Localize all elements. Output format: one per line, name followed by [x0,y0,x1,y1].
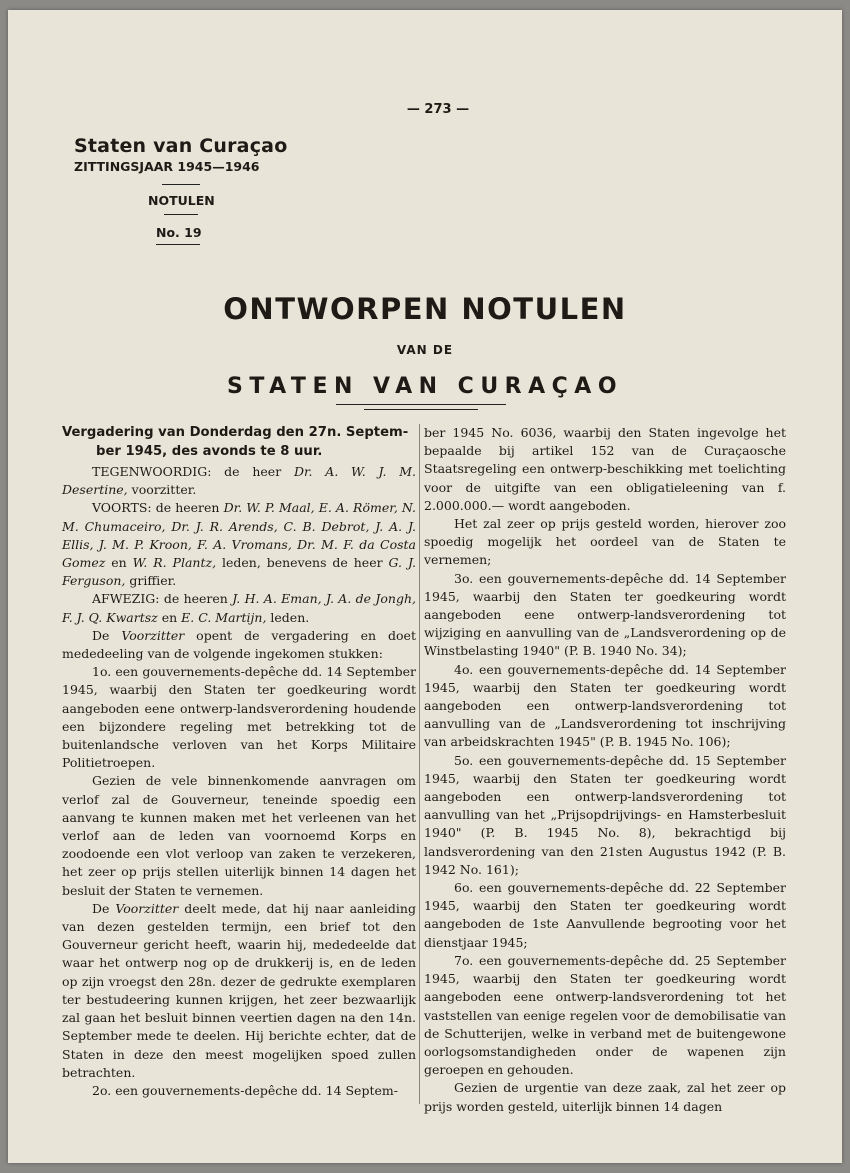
masthead-section: NOTULEN [148,193,215,208]
item-2-continued: ber 1945 No. 6036, waarbij den Staten ingevolge het bepaalde bij artikel 152 van de Curaçaosche Staatsregeling een ontwerp-beschikking met toelichting voor de uitgifte van een obligatieleening van f. 2.000.000.— wordt aangeboden. [424,425,786,513]
paragraph-prijs: Het zal zeer op prijs gesteld worden, hierover zoo spoedig mogelijk het oordeel van de Staten te vernemen; [424,516,786,568]
masthead-divider [156,244,200,245]
absent-names: J. H. A. Eman, J. A. de Jongh, F. J. Q. Kwartsz [62,591,417,625]
also-label: VOORTS: [92,500,152,516]
document-subtitle: STATEN VAN CURAÇAO [226,374,624,399]
present-paragraph [62,463,416,499]
masthead-title: Staten van Curaçao [74,135,288,157]
present-role: voorzitter. [127,482,197,498]
absent-name: E. C. Martijn, [181,609,267,625]
item-3: 3o. een gouvernements-depêche dd. 14 September 1945, waarbij den Staten ter goedkeuring wordt aangeboden eene ontwerp-landsverordening tot wijziging en aanvulling van de „Landsverordening op de Winstbelasting 1940" (P. B. 1940 No. 34); [424,570,786,659]
paragraph-voorzitter [62,900,416,1082]
absent-text: leden. [266,609,310,625]
column-divider [419,424,420,1104]
item-1: 1o. een gouvernements-depêche dd. 14 September 1945, waarbij den Staten ter goedkeuring wordt aangeboden eene ontwerp-landsverordening houdende een bijzondere regeling met betrekking tot de buitenlandsche verloven van het Korps Militaire Politietroepen. [62,664,416,771]
clerk-role: griffier. [125,573,177,589]
page-number: — 273 — [406,102,470,117]
masthead-divider [164,214,198,215]
absent-text: en [157,609,182,625]
opening-text: De [92,627,122,643]
also-text: de heeren [151,500,224,516]
opening-text: opent de vergadering en doet mededeeling van de volgende ingekomen stukken: [62,627,416,662]
absent-paragraph [62,590,416,626]
right-column [424,424,786,1116]
document-title: ONTWORPEN NOTULEN [223,292,627,326]
meeting-heading-line1: Vergadering van Donderdag den 27n. Septem- [62,425,409,440]
meeting-heading [62,424,416,461]
chairman-ref: Voorzitter [115,900,179,916]
clerk-name: G. J. Ferguson, [62,555,416,589]
item-6: 6o. een gouvernements-depêche dd. 22 September 1945, waarbij den Staten ter goedkeuring wordt aangeboden de 1ste Aanvullende begrooting voor het dienstjaar 1945; [424,880,786,950]
present-text: de heer [211,464,294,479]
present-label: TEGENWOORDIG: [92,464,212,479]
chairman-name: Dr. A. W. J. M. Desertine, [62,464,417,498]
paragraph-text: deelt mede, dat hij naar aanleiding van dezen gestelden termijn, een brief tot den Gouverneur gericht heeft, waarin hij, mededeelde dat waar het ontwerp nog op de drukkerij is, en de leden op zijn vroegst den 28n. dezer de gedrukte exemplaren ter bestudeering kunnen krijgen, het zeer bezwaarlijk zal gaan het besluit binnen veertien dagen na den 14n. September mede te deelen. Hij berichte echter, dat de Staten in deze den meest mogelijken spoed zullen betrachten. [62,900,416,1080]
masthead-number: No. 19 [156,225,202,240]
item-4: 4o. een gouvernements-depêche dd. 14 September 1945, waarbij den Staten ter goedkeuring wordt aangeboden een ontwerp-landsverordening tot aanvulling van de „Landsverordening tot inschrijving van arbeidskrachten 1945" (P. B. 1945 No. 106); [424,661,786,750]
masthead-divider [162,184,200,185]
document-page [8,10,842,1163]
absent-label: AFWEZIG: [92,591,160,607]
opening-paragraph [62,627,416,663]
masthead [74,135,344,245]
title-connector: VAN DE [396,343,454,357]
paragraph-urgentie: Gezien de urgentie van deze zaak, zal het zeer op prijs worden gesteld, uiterlijk binnen 14 dagen [424,1080,786,1114]
subtitle-underline [364,409,478,410]
paragraph-text: De [92,900,116,916]
absent-text: de heeren [159,591,233,607]
member-names: Dr. W. P. Maal, E. A. Römer, N. M. Chumaceiro, Dr. J. R. Arends, C. B. Debrot, J. A. J. Ellis, J. M. P. Kroon, F. A. Vromans, Dr. M. F. da Costa Gomez [62,500,416,571]
left-column [62,424,416,1100]
also-text: en [105,555,133,571]
item-2: 2o. een gouvernements-depêche dd. 14 Septem- [92,1082,398,1098]
member-name: W. R. Plantz, [132,555,217,571]
also-present-paragraph [62,499,416,590]
chairman-ref: Voorzitter [121,627,185,643]
subtitle-underline [336,404,506,405]
paragraph-gezien: Gezien de vele binnenkomende aanvragen om verlof zal de Gouverneur, teneinde spoedig een aanvang te kunnen maken met het verleenen van het verlof aan de leden van voornoemd Korps en zoodoende een vlot verloop van zaken te verzekeren, het zeer op prijs stellen uiterlijk binnen 14 dagen het besluit der Staten te vernemen. [62,773,416,898]
masthead-session: ZITTINGSJAAR 1945—1946 [74,159,260,174]
item-7: 7o. een gouvernements-depêche dd. 25 September 1945, waarbij den Staten ter goedkeuring wordt aangeboden eene ontwerp-landsverordening tot het vaststellen van eenige regelen voor de demobilisatie van de Schutterijen, welke in verband met de buitengewone oorlogsomstandigheden onder de wapenen zijn geroepen en gehouden. [424,952,786,1078]
item-5: 5o. een gouvernements-depêche dd. 15 September 1945, waarbij den Staten ter goedkeuring wordt aangeboden een ontwerp-landsverordening tot aanvulling van het „Prijsopdrijvings- en Hamsterbesluit 1940" (P. B. 1945 No. 8), bekrachtigd bij landsverordening van den 21sten Augustus 1942 (P. B. 1942 No. 161); [424,752,786,877]
meeting-heading-line2: ber 1945, des avonds te 8 uur. [96,443,323,459]
also-text: leden, benevens de heer [216,555,389,571]
